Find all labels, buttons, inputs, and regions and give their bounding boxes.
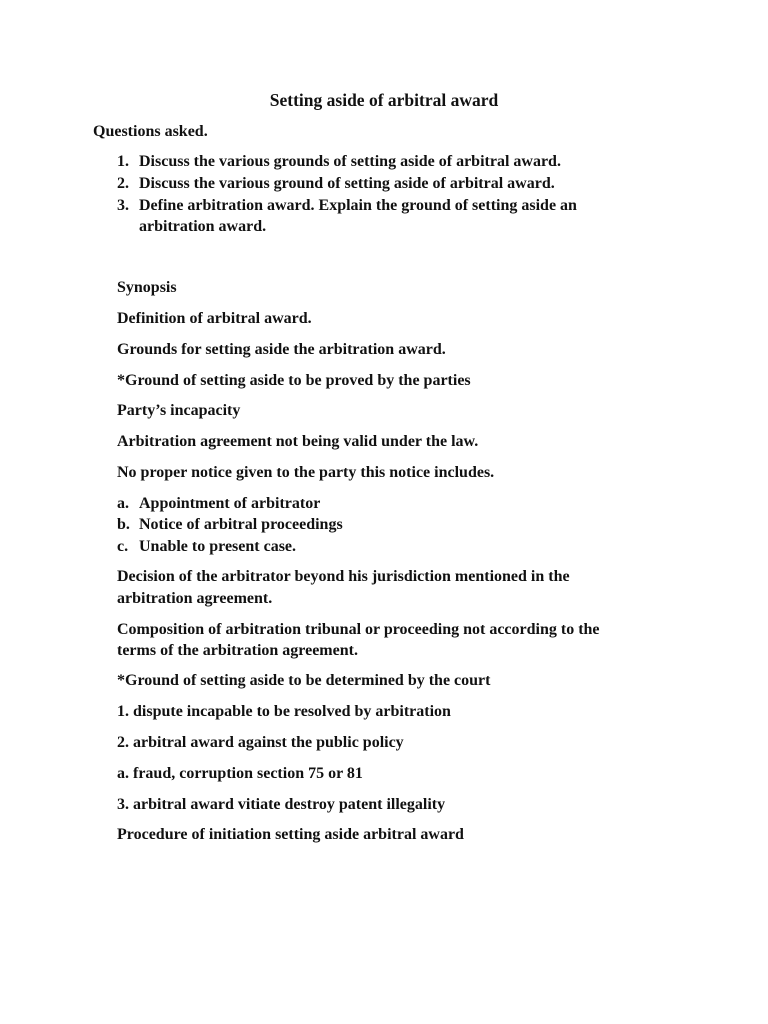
question-number: 1.	[117, 153, 129, 170]
synopsis-grounds: Grounds for setting aside the arbitration award.	[117, 341, 446, 358]
composition-line-1: Composition of arbitration tribunal or proceeding not according to the	[117, 621, 600, 638]
question-text: Discuss the various grounds of setting aside of arbitral award.	[139, 153, 561, 170]
question-text-continued: arbitration award.	[139, 218, 267, 235]
court-ground-3: 3. arbitral award vitiate destroy patent illegality	[117, 796, 446, 813]
court-ground-1: 1. dispute incapable to be resolved by arbitration	[117, 703, 451, 720]
synopsis-definition: Definition of arbitral award.	[117, 310, 312, 327]
question-text: Discuss the various ground of setting aside of arbitral award.	[139, 175, 555, 192]
notice-item-text: Appointment of arbitrator	[139, 495, 321, 512]
jurisdiction-line-2: arbitration agreement.	[117, 590, 273, 607]
notice-item-marker: b.	[117, 516, 130, 533]
parties-heading: *Ground of setting aside to be proved by the parties	[117, 372, 471, 389]
jurisdiction-line-1: Decision of the arbitrator beyond his jurisdiction mentioned in the	[117, 568, 570, 585]
notice-item-text: Unable to present case.	[139, 538, 297, 555]
notice-item-marker: c.	[117, 538, 129, 555]
synopsis-heading: Synopsis	[117, 279, 177, 296]
court-ground-2: 2. arbitral award against the public policy	[117, 734, 404, 751]
agreement-invalid: Arbitration agreement not being valid under the law.	[117, 433, 479, 450]
notice-item-marker: a.	[117, 495, 129, 512]
procedure-line: Procedure of initiation setting aside arbitral award	[117, 826, 464, 843]
party-incapacity: Party’s incapacity	[117, 402, 241, 419]
notice-item-text: Notice of arbitral proceedings	[139, 516, 343, 533]
document-title: Setting aside of arbitral award	[269, 90, 499, 110]
court-heading: *Ground of setting aside to be determined by the court	[117, 672, 491, 689]
court-ground-2a: a. fraud, corruption section 75 or 81	[117, 765, 363, 782]
questions-heading: Questions asked.	[93, 123, 208, 140]
no-notice: No proper notice given to the party this notice includes.	[117, 464, 495, 481]
question-number: 3.	[117, 197, 129, 214]
question-text: Define arbitration award. Explain the ground of setting aside an	[139, 197, 577, 214]
composition-line-2: terms of the arbitration agreement.	[117, 642, 358, 659]
question-number: 2.	[117, 175, 129, 192]
